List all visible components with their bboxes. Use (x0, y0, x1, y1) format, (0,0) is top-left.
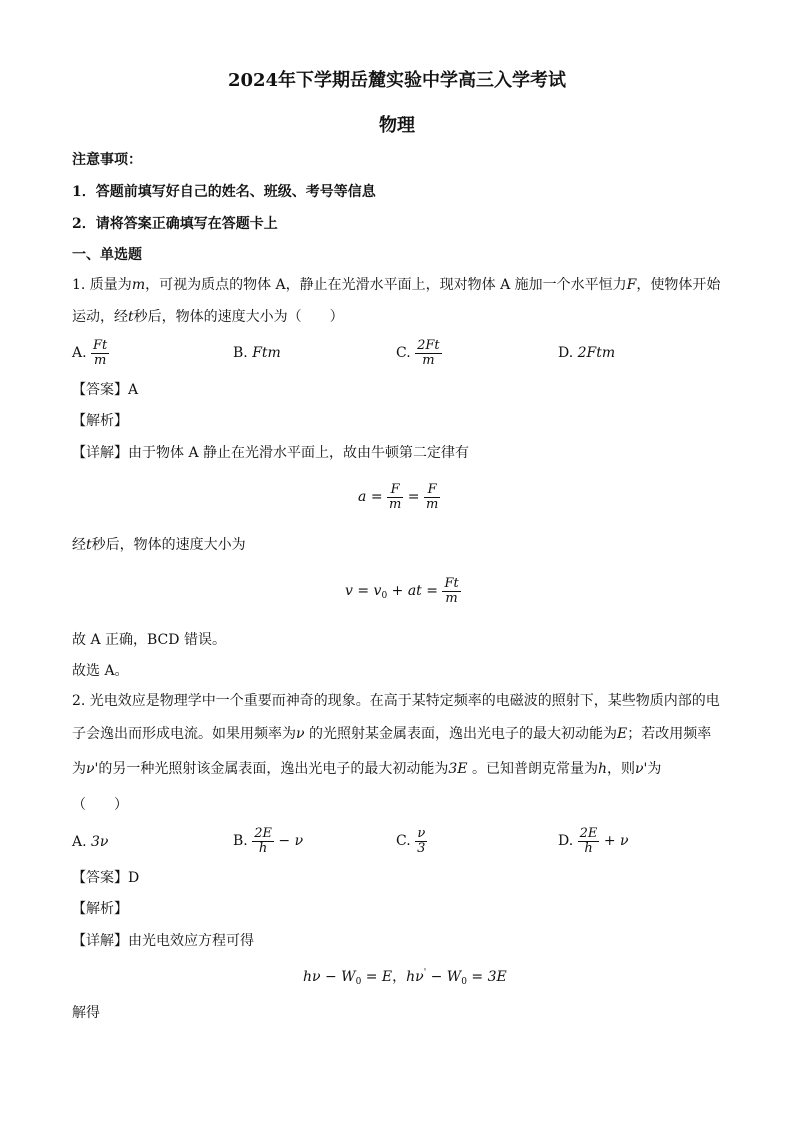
q1-option-d: D. 2Ftm (558, 345, 616, 361)
q1-option-c: C. $\frac{2Ft}{m}$ (396, 337, 440, 368)
exam-title: 2024年下学期岳麓实验中学高三入学考试 (227, 70, 567, 91)
q1-after-text: 经t秒后，物体的速度大小为 (72, 537, 246, 553)
q2-option-d: D. $\frac{2E}{h}$ + ν (558, 825, 629, 856)
q1-equation-1: a = $\frac{F}{m}$ = $\frac{F}{m}$ (358, 481, 439, 512)
q1-option-b: B. Ftm (233, 345, 281, 361)
notice-item-1: 1．答题前填写好自己的姓名、班级、考号等信息 (72, 184, 376, 200)
q2-option-a: A. 3ν (72, 834, 109, 850)
q1-equation-2: $v = v_0$ + at = $\frac{Ft}{m}$ (345, 575, 459, 606)
subject-title: 物理 (379, 115, 415, 136)
q2-option-c: C. $\frac{\nu}{3}$ (396, 825, 426, 856)
q1-answer: 【答案】A (72, 382, 139, 398)
q2-detail: 【详解】由光电效应方程可得 (72, 933, 254, 949)
q2-answer: 【答案】D (72, 870, 140, 886)
notice-item-2: 2．请将答案正确填写在答题卡上 (72, 216, 278, 232)
q1-stem-line1: 1. 质量为m，可视为质点的物体 A，静止在光滑水平面上，现对物体 A 施加一个水平恒力F，使物体开始 (72, 277, 721, 293)
q2-solve-label: 解得 (72, 1005, 100, 1021)
section-heading: 一、单选题 (72, 247, 142, 263)
q1-option-a: A. $\frac{Ft}{m}$ (72, 337, 108, 368)
q2-stem-line1: 2. 光电效应是物理学中一个重要而神奇的现象。在高于某特定频率的电磁波的照射下，某些物质内部的电 (72, 693, 720, 709)
q2-paren: （ ） (72, 797, 128, 813)
notice-heading: 注意事项： (72, 152, 142, 168)
q2-stem-line3: 为ν'的另一种光照射该金属表面，逸出光电子的最大初动能为3E 。已知普朗克常量为h，则ν'为 (72, 761, 662, 777)
q1-conclusion-2: 故选 A。 (72, 663, 129, 679)
q2-equation: $h\nu - W_0 = E$，$h\nu' - W_0 = 3E$ (303, 968, 507, 987)
q1-conclusion-1: 故 A 正确，BCD 错误。 (72, 632, 226, 648)
q1-stem-line2: 运动，经t秒后，物体的速度大小为（ ） (72, 309, 344, 325)
q1-analysis-label: 【解析】 (72, 413, 128, 429)
q2-stem-line2: 子会逸出而形成电流。如果用频率为ν 的光照射某金属表面，逸出光电子的最大初动能为E；若改用频率 (72, 726, 712, 742)
q1-detail: 【详解】由于物体 A 静止在光滑水平面上，故由牛顿第二定律有 (72, 445, 470, 461)
q2-option-b: B. $\frac{2E}{h}$ − ν (233, 825, 304, 856)
q2-analysis-label: 【解析】 (72, 901, 128, 917)
